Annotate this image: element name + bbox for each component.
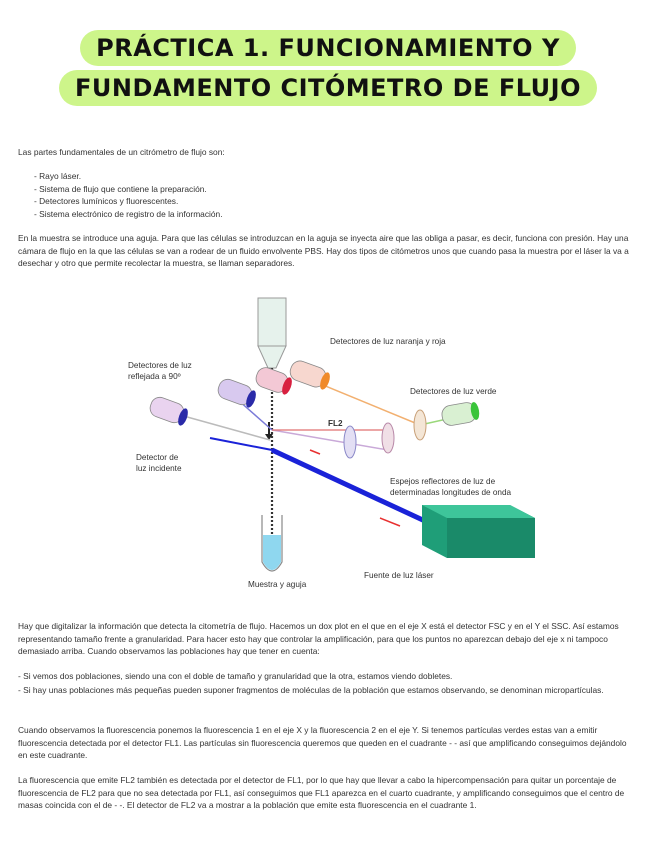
label-laser-source: Fuente de luz láser [364,571,434,580]
sample-tube [262,515,282,571]
mirror-fl2 [344,426,356,458]
incident-light-detector [148,395,190,427]
label-orange-red-detectors: Detectores de luz naranja y roja [330,337,446,346]
laser-source [422,505,535,558]
green-light-detector [441,401,481,427]
paragraph-3: Cuando observamos la fluorescencia ponemos la fluorescencia 1 en el eje X y la fluorescencia 2 en el eje Y. Si tenemos partículas verdes estas van a emitir fluorescencia detectada por el detector FL1. Las partículas sin fluorescencia queremos que queden en el cuadrante - - así que amplificando conseguimos dejándolo en este cuadrante. [18,725,627,761]
list-item: - Sistema de flujo que contiene la preparación. [34,183,223,196]
paragraph-2: Hay que digitalizar la información que detecta la citometría de flujo. Hacemos un dox plot en el que en el eje X está el detector FSC y en el Y el SSC. Así estamos representando tamaño frente a granularidad. Para hacer esto hay que controlar la amplificación, para que los puntos no aparezcan debajo del eje x ni tampoco demasiado arriba. Cuando observamos las poblaciones hay que tener en cuenta: [18,621,619,657]
mirror-green [414,410,426,440]
list-item: - Rayo láser. [34,170,223,183]
list-item: - Detectores lumínicos y fluorescentes. [34,195,223,208]
paragraph-4: La fluorescencia que emite FL2 también es detectada por el detector de FL1, por lo que hay que llevar a cabo la hipercompensación para quitar un porcentaje de fluorescencia de FL2 para que no sea detectada por FL1, así conseguimos que FL1 aparezca en el cuarto cuadrante, y amplificando conseguimos que el centro de masas coincida con el de - -. El detector de FL2 va a mostrar a la población que emite esta fluorescencia en el cuadrante 1. [18,775,625,811]
intro-text: Las partes fundamentales de un citrómetro de flujo son: [18,147,225,157]
label-fl2: FL2 [328,419,343,428]
list-item: - Sistema electrónico de registro de la información. [34,208,223,221]
reflected-light-detector [216,377,258,409]
laser-beam-incident [210,438,272,450]
label-sample-needle: Muestra y aguja [248,580,307,589]
label-reflected-detectors-2: reflejada a 90º [128,372,181,381]
red-light-detector [254,365,294,396]
title-line-1: PRÁCTICA 1. FUNCIONAMIENTO Y [80,30,576,66]
label-reflected-detectors-1: Detectores de luz [128,361,192,370]
label-incident-detector-2: luz incidente [136,464,182,473]
red-arrow-icon [380,518,400,526]
paragraph-1: En la muestra se introduce una aguja. Para que las células se introduzcan en la aguja se inyecta aire que las obliga a pasar, es decir, funciona con presión. Hay una cámara de flujo en la que las células se van a rodear de un fluido envolvente PBS. Hay dos tipos de citómetros unos que cuando pasa la muestra por el láser la va a desechar y otro que permite recolectar la muestra, se llaman separadores. [18,233,629,269]
flow-cytometer-diagram [120,290,540,600]
incident-light-path [180,415,270,440]
flow-nozzle [258,298,286,368]
bullet-1: - Si vemos dos poblaciones, siendo una con el doble de tamaño y granularidad que la otra, estamos viendo dobletes. [18,671,453,681]
title-line-2: FUNDAMENTO CITÓMETRO DE FLUJO [59,70,597,106]
label-mirrors-1: Espejos reflectores de luz de [390,477,496,486]
parts-list [34,170,223,220]
orange-light-detector [288,358,332,390]
label-incident-detector-1: Detector de [136,453,179,462]
title-block [0,28,656,108]
label-green-detectors: Detectores de luz verde [410,387,497,396]
mirror-red [382,423,394,453]
label-mirrors-2: determinadas longitudes de onda [390,488,512,497]
scatter-light-path [272,430,388,450]
bullet-2: - Si hay unas poblaciones más pequeñas pueden suponer fragmentos de moléculas de la población que estamos observando, se denominan micropartículas. [18,685,604,695]
red-arrow-icon [310,450,320,454]
